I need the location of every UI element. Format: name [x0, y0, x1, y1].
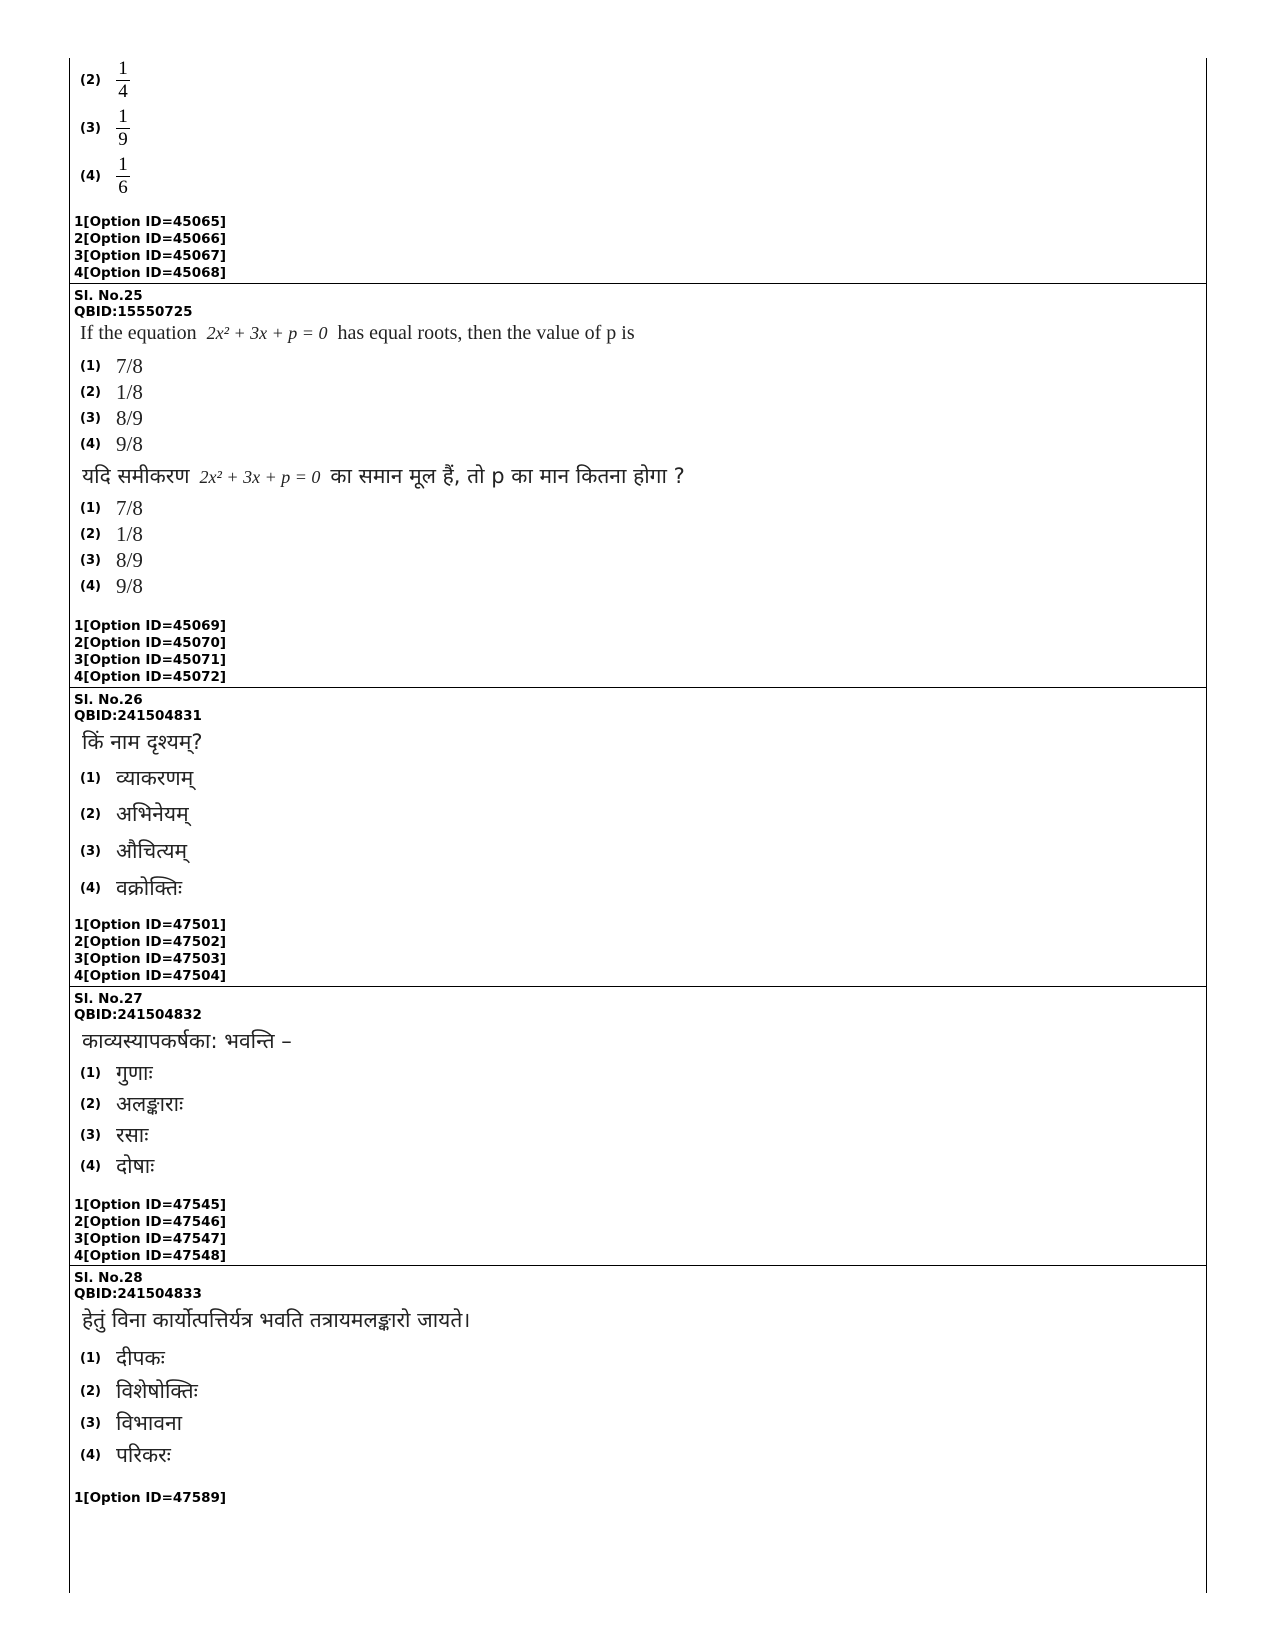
- option-id: 1[Option ID=45065]: [74, 214, 227, 230]
- option-id: 3[Option ID=47503]: [74, 951, 227, 967]
- option-3-hindi: [80, 548, 143, 573]
- option-id: 4[Option ID=45068]: [74, 265, 227, 281]
- numerator: 1: [118, 106, 128, 127]
- option-text: 8/9: [116, 548, 143, 572]
- question-block-26: [70, 688, 1206, 987]
- option-number: (4): [80, 880, 101, 896]
- option-id: 4[Option ID=45072]: [74, 669, 227, 685]
- option-4: [80, 1441, 171, 1469]
- option-id: 4[Option ID=47504]: [74, 968, 227, 984]
- option-text: 1/8: [116, 380, 143, 404]
- option-number: (3): [80, 843, 101, 859]
- option-3: [80, 406, 143, 431]
- option-number: (1): [80, 359, 101, 374]
- numerator: 1: [118, 154, 128, 175]
- question-block-25: [70, 284, 1206, 688]
- option-number: (2): [80, 1096, 101, 1112]
- qbid: QBID:241504831: [74, 708, 202, 724]
- option-4: [80, 874, 182, 902]
- question-header: [74, 288, 193, 320]
- option-number: (4): [80, 437, 101, 452]
- option-text: 7/8: [116, 354, 143, 378]
- option-text: विभावना: [116, 1411, 183, 1435]
- option-4-hindi: [80, 574, 143, 599]
- option-number: (1): [80, 1065, 101, 1081]
- question-block-27: [70, 987, 1206, 1266]
- option-number: (4): [80, 1447, 101, 1463]
- option-id: 1[Option ID=47501]: [74, 917, 227, 933]
- qbid: QBID:241504832: [74, 1007, 202, 1023]
- option-number: (2): [80, 527, 101, 542]
- question-header: [74, 991, 202, 1023]
- option-text: अभिनेयम्: [116, 802, 189, 826]
- question-block-28: [70, 1266, 1206, 1593]
- option-text: वक्रोक्तिः: [116, 876, 183, 900]
- qbid: QBID:15550725: [74, 304, 193, 320]
- question-suffix: has equal roots, then the value of p is: [337, 322, 635, 344]
- option-id: 1[Option ID=47545]: [74, 1197, 227, 1213]
- option-number: (1): [80, 1350, 101, 1366]
- option-2: [80, 800, 189, 828]
- option-id: 4[Option ID=47548]: [74, 1248, 227, 1264]
- option-number: (4): [80, 579, 101, 594]
- option-id: 3[Option ID=47547]: [74, 1231, 227, 1247]
- question-prefix: यदि समीकरण: [82, 464, 190, 488]
- option-number: (2): [80, 385, 101, 400]
- option-text: परिकरः: [116, 1443, 171, 1467]
- option-id: 2[Option ID=45066]: [74, 231, 227, 247]
- option-text: 7/8: [116, 496, 143, 520]
- option-id: 2[Option ID=45070]: [74, 635, 227, 651]
- question-text: किं नाम दृश्यम्?: [82, 730, 203, 754]
- option-number: (2): [80, 1383, 101, 1399]
- option-text: औचित्यम्: [116, 839, 188, 863]
- question-paper: [69, 58, 1207, 1593]
- question-header: [74, 1270, 202, 1302]
- denominator: 4: [118, 81, 128, 102]
- option-number: (3): [80, 553, 101, 568]
- option-3: [80, 1121, 148, 1149]
- question-suffix: का समान मूल हैं, तो p का मान कितना होगा ?: [330, 464, 685, 488]
- option-text: व्याकरणम्: [116, 766, 194, 790]
- option-3: [80, 1409, 182, 1437]
- fraction: [116, 154, 130, 199]
- option-text: गुणाः: [116, 1061, 153, 1085]
- option-number: (3): [80, 411, 101, 426]
- serial-number: Sl. No.25: [74, 288, 143, 304]
- option-2: [80, 380, 143, 405]
- option-number: (3): [80, 1415, 101, 1431]
- option-text: 8/9: [116, 406, 143, 430]
- option-number: (1): [80, 770, 101, 786]
- equation: 2x² + 3x + p = 0: [199, 467, 321, 487]
- question-header: [74, 692, 202, 724]
- option-id-list: [74, 214, 226, 282]
- qbid: QBID:241504833: [74, 1286, 202, 1302]
- option-id: 2[Option ID=47546]: [74, 1214, 227, 1230]
- option-number: (2): [80, 806, 101, 822]
- option-id: 3[Option ID=45067]: [74, 248, 227, 264]
- option-number: (4): [80, 169, 101, 184]
- option-id-list: [74, 917, 226, 985]
- question-text: हेतुं विना कार्योत्पत्तिर्यत्र भवति तत्रायमलङ्कारो जायते।: [82, 1308, 471, 1332]
- option-text: रसाः: [116, 1123, 149, 1147]
- equation: 2x² + 3x + p = 0: [206, 323, 328, 343]
- serial-number: Sl. No.27: [74, 991, 143, 1007]
- serial-number: Sl. No.28: [74, 1270, 143, 1286]
- option-id-list: [74, 618, 226, 686]
- option-text: 9/8: [116, 574, 143, 598]
- option-1: [80, 1344, 165, 1372]
- option-4: [80, 432, 143, 457]
- option-2: [80, 58, 130, 103]
- option-2-hindi: [80, 522, 143, 547]
- denominator: 9: [118, 129, 128, 150]
- serial-number: Sl. No.26: [74, 692, 143, 708]
- question-block-24: [70, 58, 1206, 284]
- option-id: 1[Option ID=47589]: [74, 1490, 227, 1506]
- option-4: [80, 1152, 154, 1180]
- option-4: [80, 154, 130, 199]
- option-1: [80, 1059, 153, 1087]
- option-number: (4): [80, 1158, 101, 1174]
- option-id-list: [74, 1197, 226, 1265]
- option-id: 3[Option ID=45071]: [74, 652, 227, 668]
- question-text-hindi: [82, 462, 685, 490]
- question-text-english: [80, 322, 635, 345]
- option-text: 1/8: [116, 522, 143, 546]
- question-prefix: If the equation: [80, 322, 197, 344]
- option-1-hindi: [80, 496, 143, 521]
- option-text: विशेषोक्तिः: [116, 1379, 198, 1403]
- numerator: 1: [118, 58, 128, 79]
- option-id-list: [74, 1490, 226, 1507]
- option-number: (2): [80, 73, 101, 88]
- option-2: [80, 1090, 183, 1118]
- option-number: (3): [80, 1127, 101, 1143]
- option-text: 9/8: [116, 432, 143, 456]
- option-number: (3): [80, 121, 101, 136]
- option-1: [80, 764, 193, 792]
- option-3: [80, 837, 187, 865]
- option-2: [80, 1377, 198, 1405]
- option-text: दीपकः: [116, 1346, 165, 1370]
- option-text: अलङ्काराः: [116, 1092, 184, 1116]
- option-3: [80, 106, 130, 151]
- denominator: 6: [118, 177, 128, 198]
- option-id: 1[Option ID=45069]: [74, 618, 227, 634]
- option-text: दोषाः: [116, 1154, 155, 1178]
- option-1: [80, 354, 143, 379]
- option-id: 2[Option ID=47502]: [74, 934, 227, 950]
- fraction: [116, 106, 130, 151]
- question-text: काव्यस्यापकर्षका: भवन्ति –: [82, 1029, 292, 1053]
- option-number: (1): [80, 501, 101, 516]
- fraction: [116, 58, 130, 103]
